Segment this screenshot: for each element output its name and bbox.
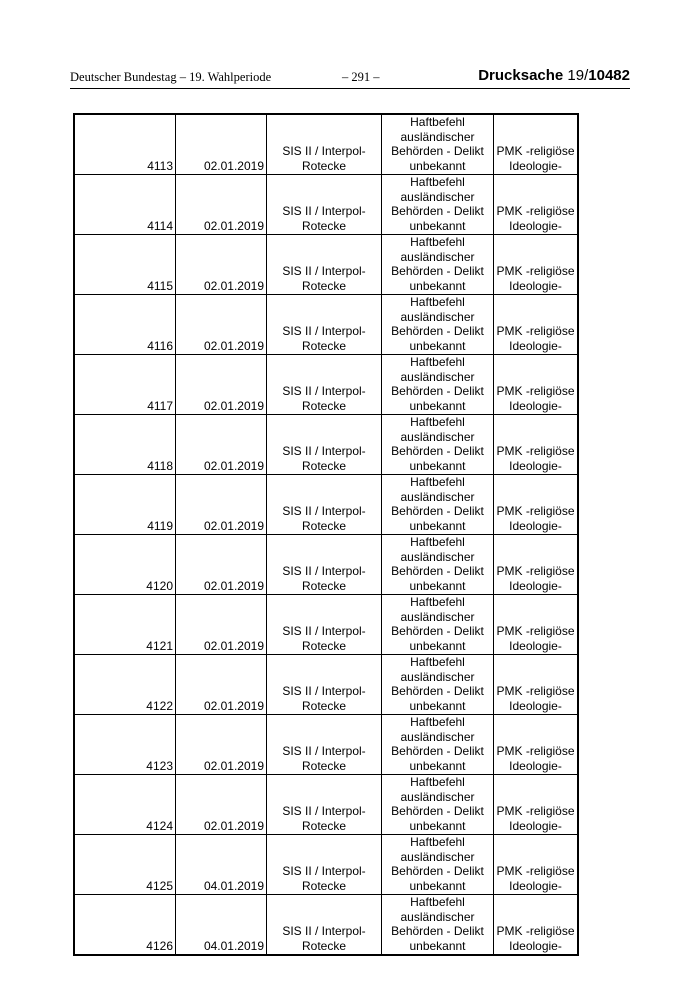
cell-reason-line: ausländischer <box>400 429 475 444</box>
cell-category <box>494 175 579 235</box>
cell-reason-line: ausländischer <box>400 129 475 144</box>
page-number: – 291 – <box>342 70 380 84</box>
cell-system <box>267 295 382 355</box>
cell-reason <box>382 835 494 895</box>
cell-category-line: PMK -religiöse <box>496 324 575 338</box>
cell-reason-line: Haftbefehl <box>410 355 465 369</box>
cell-category-line: PMK -religiöse <box>496 864 575 878</box>
cell-reason-line: ausländischer <box>400 609 475 624</box>
cell-reason-line: Behörden - Delikt <box>391 804 484 818</box>
cell-category-line: Ideologie- <box>509 518 562 533</box>
cell-system <box>267 355 382 415</box>
cell-reason-line: unbekannt <box>409 878 466 893</box>
cell-reason-line: unbekannt <box>409 398 466 413</box>
cell-reason-line: unbekannt <box>409 158 466 173</box>
cell-category-line: PMK -religiöse <box>496 384 575 398</box>
cell-system <box>267 235 382 295</box>
table-row <box>74 535 578 595</box>
table-row <box>74 355 578 415</box>
cell-reason <box>382 235 494 295</box>
cell-system <box>267 835 382 895</box>
cell-id: 4123 <box>74 715 176 775</box>
table-row <box>74 475 578 535</box>
cell-reason-line: Haftbefehl <box>410 175 465 189</box>
cell-reason-line: ausländischer <box>400 249 475 264</box>
cell-category <box>494 655 579 715</box>
cell-id: 4122 <box>74 655 176 715</box>
cell-system-line: Rotecke <box>301 698 347 713</box>
cell-system-line: SIS II / Interpol- <box>282 264 366 278</box>
cell-system-line: Rotecke <box>301 218 347 233</box>
cell-system <box>267 475 382 535</box>
doc-prefix: 19/ <box>567 67 589 84</box>
cell-date: 02.01.2019 <box>176 775 267 835</box>
cell-category-line: Ideologie- <box>509 578 562 593</box>
cell-date: 02.01.2019 <box>176 655 267 715</box>
cell-reason-line: unbekannt <box>409 638 466 653</box>
cell-id: 4115 <box>74 235 176 295</box>
cell-reason-line: Behörden - Delikt <box>391 384 484 398</box>
table-row <box>74 835 578 895</box>
cell-date: 02.01.2019 <box>176 114 267 175</box>
cell-reason <box>382 715 494 775</box>
cell-reason <box>382 595 494 655</box>
cell-reason-line: Behörden - Delikt <box>391 324 484 338</box>
cell-reason-line: Behörden - Delikt <box>391 624 484 638</box>
cell-reason-line: unbekannt <box>409 218 466 233</box>
cell-reason-line: Behörden - Delikt <box>391 564 484 578</box>
cell-category-line: Ideologie- <box>509 638 562 653</box>
cell-category-line: Ideologie- <box>509 338 562 353</box>
cell-reason-line: Haftbefehl <box>410 235 465 249</box>
table-row <box>74 295 578 355</box>
cell-reason-line: unbekannt <box>409 938 466 953</box>
cell-reason <box>382 895 494 956</box>
cell-category-line: Ideologie- <box>509 458 562 473</box>
records-table <box>73 113 579 956</box>
cell-category <box>494 475 579 535</box>
publisher-label: Deutscher Bundestag – 19. Wahlperiode <box>70 70 272 84</box>
cell-reason <box>382 775 494 835</box>
cell-system-line: SIS II / Interpol- <box>282 804 366 818</box>
cell-category-line: Ideologie- <box>509 698 562 713</box>
table-row <box>74 415 578 475</box>
cell-reason-line: Haftbefehl <box>410 535 465 549</box>
cell-reason-line: Haftbefehl <box>410 775 465 789</box>
cell-category-line: Ideologie- <box>509 818 562 833</box>
cell-system-line: SIS II / Interpol- <box>282 564 366 578</box>
cell-reason-line: unbekannt <box>409 338 466 353</box>
cell-reason-line: unbekannt <box>409 698 466 713</box>
cell-system-line: SIS II / Interpol- <box>282 324 366 338</box>
cell-id: 4116 <box>74 295 176 355</box>
cell-system <box>267 175 382 235</box>
cell-date: 02.01.2019 <box>176 415 267 475</box>
cell-date: 02.01.2019 <box>176 475 267 535</box>
cell-system <box>267 415 382 475</box>
cell-reason-line: Behörden - Delikt <box>391 444 484 458</box>
cell-reason-line: ausländischer <box>400 669 475 684</box>
table-row <box>74 715 578 775</box>
cell-reason <box>382 475 494 535</box>
cell-reason-line: Haftbefehl <box>410 595 465 609</box>
cell-system-line: SIS II / Interpol- <box>282 744 366 758</box>
cell-category-line: PMK -religiöse <box>496 144 575 158</box>
cell-reason-line: unbekannt <box>409 818 466 833</box>
cell-category-line: Ideologie- <box>509 278 562 293</box>
table-row <box>74 775 578 835</box>
cell-system-line: Rotecke <box>301 278 347 293</box>
cell-system-line: SIS II / Interpol- <box>282 684 366 698</box>
cell-category <box>494 895 579 956</box>
cell-category <box>494 235 579 295</box>
cell-reason-line: Haftbefehl <box>410 835 465 849</box>
cell-system-line: Rotecke <box>301 338 347 353</box>
cell-category <box>494 535 579 595</box>
cell-reason-line: Behörden - Delikt <box>391 684 484 698</box>
cell-reason-line: Haftbefehl <box>410 295 465 309</box>
records-table-body <box>74 114 578 955</box>
cell-date: 02.01.2019 <box>176 175 267 235</box>
cell-id: 4119 <box>74 475 176 535</box>
cell-system <box>267 895 382 956</box>
cell-category-line: PMK -religiöse <box>496 204 575 218</box>
cell-system-line: Rotecke <box>301 158 347 173</box>
cell-category-line: PMK -religiöse <box>496 744 575 758</box>
cell-system-line: SIS II / Interpol- <box>282 504 366 518</box>
cell-id: 4120 <box>74 535 176 595</box>
cell-reason-line: ausländischer <box>400 489 475 504</box>
page-header <box>70 67 630 89</box>
cell-reason-line: Behörden - Delikt <box>391 504 484 518</box>
cell-category-line: PMK -religiöse <box>496 804 575 818</box>
cell-reason-line: Haftbefehl <box>410 115 465 129</box>
cell-reason-line: unbekannt <box>409 458 466 473</box>
cell-reason-line: Behörden - Delikt <box>391 204 484 218</box>
cell-reason-line: Haftbefehl <box>410 475 465 489</box>
cell-reason-line: Haftbefehl <box>410 895 465 909</box>
cell-system <box>267 595 382 655</box>
cell-system-line: Rotecke <box>301 938 347 953</box>
cell-reason-line: Behörden - Delikt <box>391 144 484 158</box>
cell-system <box>267 114 382 175</box>
cell-category <box>494 595 579 655</box>
cell-category-line: Ideologie- <box>509 398 562 413</box>
table-row <box>74 595 578 655</box>
cell-category <box>494 715 579 775</box>
cell-reason <box>382 175 494 235</box>
cell-category-line: PMK -religiöse <box>496 924 575 938</box>
document-number <box>478 67 630 84</box>
cell-reason <box>382 535 494 595</box>
cell-date: 04.01.2019 <box>176 895 267 956</box>
cell-id: 4124 <box>74 775 176 835</box>
cell-category-line: PMK -religiöse <box>496 444 575 458</box>
cell-date: 02.01.2019 <box>176 355 267 415</box>
cell-reason <box>382 355 494 415</box>
cell-category-line: Ideologie- <box>509 878 562 893</box>
cell-reason-line: ausländischer <box>400 189 475 204</box>
cell-system-line: SIS II / Interpol- <box>282 864 366 878</box>
cell-id: 4126 <box>74 895 176 956</box>
cell-reason-line: unbekannt <box>409 578 466 593</box>
cell-id: 4125 <box>74 835 176 895</box>
cell-category <box>494 835 579 895</box>
cell-reason-line: unbekannt <box>409 518 466 533</box>
cell-reason <box>382 415 494 475</box>
cell-date: 02.01.2019 <box>176 535 267 595</box>
cell-reason-line: ausländischer <box>400 909 475 924</box>
cell-reason-line: ausländischer <box>400 549 475 564</box>
cell-system-line: Rotecke <box>301 818 347 833</box>
cell-id: 4118 <box>74 415 176 475</box>
cell-date: 04.01.2019 <box>176 835 267 895</box>
cell-system-line: Rotecke <box>301 458 347 473</box>
cell-reason-line: Haftbefehl <box>410 655 465 669</box>
cell-reason-line: ausländischer <box>400 789 475 804</box>
table-row <box>74 114 578 175</box>
cell-reason-line: ausländischer <box>400 729 475 744</box>
cell-reason-line: Behörden - Delikt <box>391 264 484 278</box>
cell-category-line: Ideologie- <box>509 218 562 233</box>
table-row <box>74 655 578 715</box>
cell-reason-line: Haftbefehl <box>410 415 465 429</box>
cell-date: 02.01.2019 <box>176 595 267 655</box>
cell-category-line: Ideologie- <box>509 758 562 773</box>
cell-system-line: SIS II / Interpol- <box>282 624 366 638</box>
cell-date: 02.01.2019 <box>176 235 267 295</box>
cell-category-line: PMK -religiöse <box>496 684 575 698</box>
cell-date: 02.01.2019 <box>176 715 267 775</box>
cell-system-line: Rotecke <box>301 878 347 893</box>
cell-reason-line: ausländischer <box>400 849 475 864</box>
cell-reason <box>382 295 494 355</box>
cell-category-line: PMK -religiöse <box>496 504 575 518</box>
cell-reason-line: Behörden - Delikt <box>391 924 484 938</box>
cell-system-line: Rotecke <box>301 398 347 413</box>
cell-date: 02.01.2019 <box>176 295 267 355</box>
cell-id: 4114 <box>74 175 176 235</box>
cell-category-line: PMK -religiöse <box>496 264 575 278</box>
cell-system-line: Rotecke <box>301 638 347 653</box>
cell-system <box>267 715 382 775</box>
cell-reason-line: unbekannt <box>409 278 466 293</box>
doc-label: Drucksache <box>478 67 568 84</box>
cell-id: 4113 <box>74 114 176 175</box>
cell-system-line: SIS II / Interpol- <box>282 144 366 158</box>
cell-system <box>267 655 382 715</box>
cell-reason-line: Behörden - Delikt <box>391 864 484 878</box>
doc-number-value: 10482 <box>588 67 630 84</box>
cell-system-line: SIS II / Interpol- <box>282 204 366 218</box>
cell-system-line: SIS II / Interpol- <box>282 924 366 938</box>
cell-system <box>267 535 382 595</box>
cell-reason-line: Behörden - Delikt <box>391 744 484 758</box>
cell-id: 4121 <box>74 595 176 655</box>
cell-reason <box>382 655 494 715</box>
cell-category-line: Ideologie- <box>509 938 562 953</box>
cell-category <box>494 775 579 835</box>
cell-reason-line: unbekannt <box>409 758 466 773</box>
cell-reason <box>382 114 494 175</box>
table-row <box>74 175 578 235</box>
cell-system <box>267 775 382 835</box>
cell-category <box>494 114 579 175</box>
table-row <box>74 895 578 956</box>
cell-system-line: Rotecke <box>301 518 347 533</box>
cell-category-line: PMK -religiöse <box>496 564 575 578</box>
cell-reason-line: Haftbefehl <box>410 715 465 729</box>
cell-system-line: SIS II / Interpol- <box>282 444 366 458</box>
cell-category <box>494 295 579 355</box>
cell-system-line: SIS II / Interpol- <box>282 384 366 398</box>
cell-category-line: PMK -religiöse <box>496 624 575 638</box>
cell-system-line: Rotecke <box>301 578 347 593</box>
cell-category <box>494 415 579 475</box>
cell-category <box>494 355 579 415</box>
table-row <box>74 235 578 295</box>
cell-system-line: Rotecke <box>301 758 347 773</box>
cell-reason-line: ausländischer <box>400 369 475 384</box>
cell-reason-line: ausländischer <box>400 309 475 324</box>
cell-id: 4117 <box>74 355 176 415</box>
cell-category-line: Ideologie- <box>509 158 562 173</box>
